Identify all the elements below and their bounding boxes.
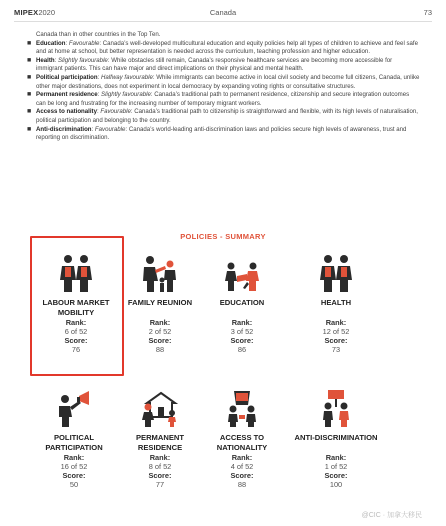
- policy-rank: 8 of 52: [148, 462, 172, 471]
- policy-rank: 2 of 52: [148, 327, 172, 336]
- policy-card-political-participation: POLITICAL PARTICIPATION Rank: 16 of 52 Score: 50: [30, 385, 118, 489]
- policy-card-anti-discrimination: ANTI-DISCRIMINATION Rank: 1 of 52 Score: 100: [284, 385, 388, 489]
- policy-card-labour-market: LABOUR MARKET MOBILITY Rank: 6 of 52 Score: 76: [32, 250, 120, 354]
- finding-political-participation: ■ Political participation: Halfway favourable: While immigrants can become active in local civil society and become full citizens, Canada, unlike other major destinations, does not experiment in local democracy by expanding voting rights or consultative structures.: [27, 73, 420, 90]
- policy-rank: 6 of 52: [64, 327, 88, 336]
- policy-rank: 16 of 52: [60, 462, 88, 471]
- page-number: 73: [423, 8, 432, 17]
- policy-card-access-to-nationality: ACCESS TO NATIONALITY Rank: 4 of 52 Score: 88: [198, 385, 286, 489]
- policy-card-education: EDUCATION Rank: 3 of 52 Score: 86: [198, 250, 286, 354]
- health-icon: [292, 250, 380, 294]
- policy-score: 88: [155, 345, 165, 354]
- policy-score: 50: [69, 480, 79, 489]
- policy-score: 86: [237, 345, 247, 354]
- intro-line: Canada than in other countries in the Top Ten.: [36, 31, 161, 38]
- political-participation-icon: [30, 385, 118, 429]
- report-brand: MIPEX2020: [14, 8, 56, 17]
- policy-name: POLITICAL PARTICIPATION: [45, 433, 103, 452]
- policy-score: 88: [237, 480, 247, 489]
- anti-discrimination-icon: [284, 385, 388, 429]
- access-to-nationality-icon: [198, 385, 286, 429]
- permanent-residence-icon: [116, 385, 204, 429]
- policy-name: FAMILY REUNION: [127, 298, 193, 307]
- policy-card-family-reunion: FAMILY REUNION Rank: 2 of 52 Score: 88: [116, 250, 204, 354]
- policy-name: EDUCATION: [219, 298, 265, 307]
- finding-health: ■ Health: Slightly favourable: While obstacles still remain, Canada’s responsive healthcare services are becoming more accessible for immigrant patients. This can have major and direct implications on their physical and mental health.: [27, 56, 393, 73]
- policy-name: ACCESS TO NATIONALITY: [216, 433, 268, 452]
- summary-title: POLICIES - SUMMARY: [180, 232, 266, 241]
- policy-name: LABOUR MARKET MOBILITY: [42, 298, 110, 317]
- finding-permanent-residence: ■ Permanent residence: Slightly favourable: Canada’s traditional path to permanent residence, citizenship and secure integration outcomes can be long and frustrating for the increasing number of temporary migrant workers.: [27, 91, 410, 107]
- page-header: [14, 8, 432, 22]
- country-title: Canada: [209, 8, 237, 17]
- policy-name: ANTI-DISCRIMINATION: [294, 433, 378, 442]
- family-reunion-icon: [116, 250, 204, 294]
- finding-anti-discrimination: ■ Anti-discrimination: Favourable: Canada’s world-leading anti-discrimination laws and policies secure high levels of awareness, trust and reporting on discrimination.: [27, 125, 407, 142]
- policy-score: 73: [331, 345, 341, 354]
- policy-card-health: HEALTH Rank: 12 of 52 Score: 73: [292, 250, 380, 354]
- watermark: @CIC · 加拿大移民: [361, 512, 422, 519]
- policy-findings: [26, 31, 420, 143]
- policy-rank: 12 of 52: [322, 327, 350, 336]
- policy-score: 100: [329, 480, 343, 489]
- policy-name: HEALTH: [320, 298, 352, 307]
- policy-rank: 4 of 52: [230, 462, 254, 471]
- findings-list: [26, 40, 420, 143]
- policy-card-permanent-residence: PERMANENT RESIDENCE Rank: 8 of 52 Score: 77: [116, 385, 204, 489]
- policy-rank: 3 of 52: [230, 327, 254, 336]
- education-icon: [198, 250, 286, 294]
- labour-market-icon: [32, 250, 120, 294]
- header-divider: [14, 21, 432, 22]
- policy-score: 77: [155, 480, 165, 489]
- finding-education: ■ Education: Favourable: Canada’s well-developed multicultural education and equity policies help all types of children to achieve and feel safe and at home at school, but better representation is needed across the curriculum, teaching profession and higher education.: [27, 39, 419, 56]
- policy-rank: 1 of 52: [324, 462, 348, 471]
- policy-name: PERMANENT RESIDENCE: [135, 433, 185, 452]
- policy-score: 76: [71, 345, 81, 354]
- finding-access-to-nationality: ■ Access to nationality: Favourable: Canada’s traditional path to citizenship is straightforward and flexible, with its high levels of naturalisation, political participation and belonging to the country.: [27, 108, 418, 124]
